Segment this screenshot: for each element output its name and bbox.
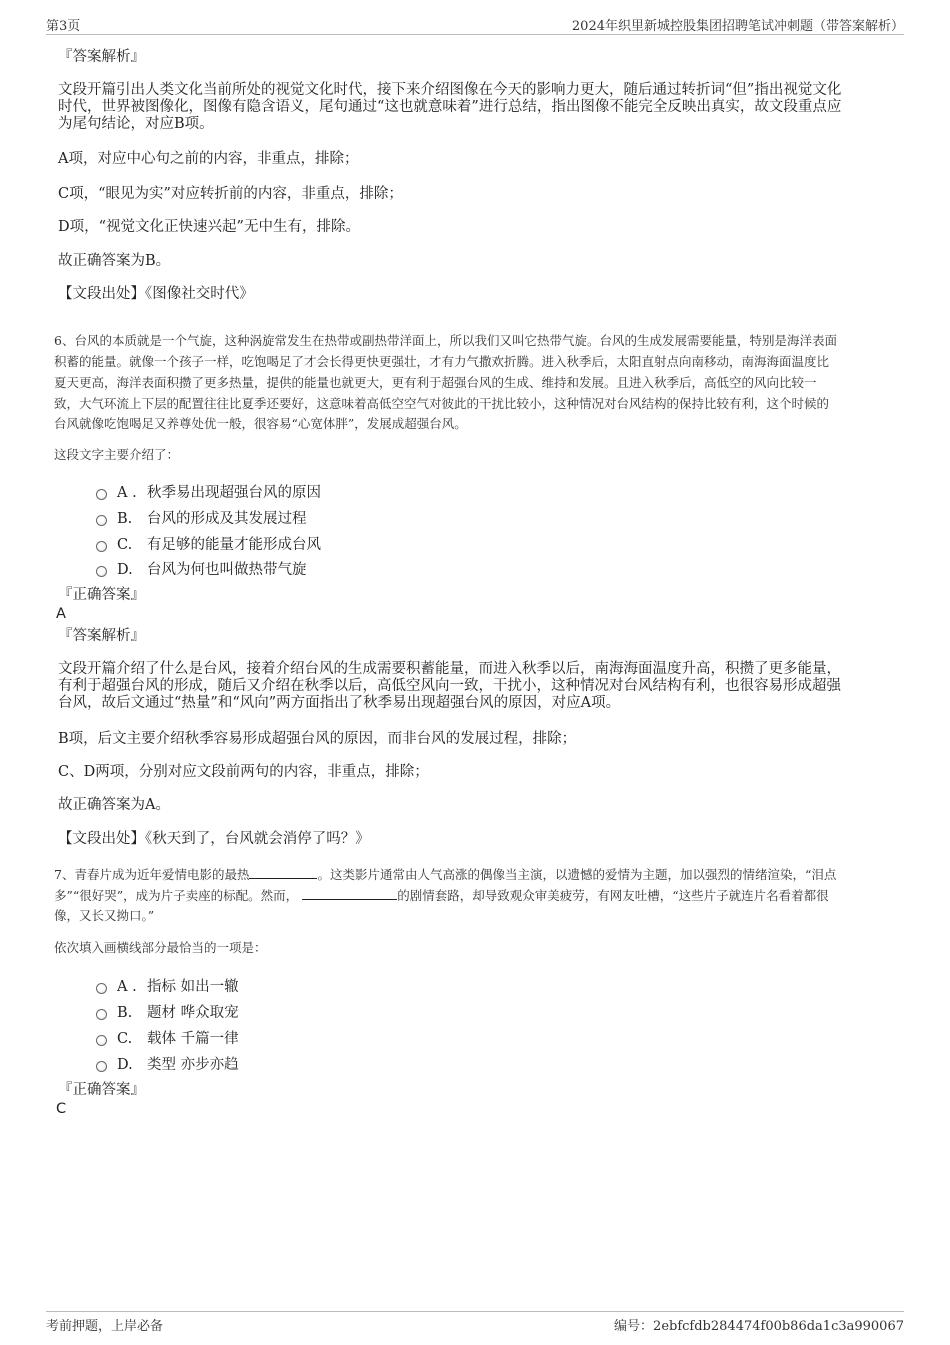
option-text: 载体 千篇一律 [147, 1031, 239, 1047]
fill-blank-2 [302, 887, 397, 900]
document-id: 编号：2ebfcfdb284474f00b86da1c3a990067 [614, 1319, 904, 1334]
q5-note-c: C项，“眼见为实”对应转折前的内容，非重点，排除； [58, 186, 403, 202]
option-text: 题材 哗众取宠 [147, 1005, 239, 1021]
option-text: 有足够的能量才能形成台风 [147, 537, 321, 553]
q7-option-c[interactable]: C. 载体 千篇一律 [96, 1027, 239, 1047]
q7-stem-line-1: 7、青春片成为近年爱情电影的最热 。这类影片通常由人气高涨的偶像当主演，以遗憾的爱情为主题，加以强烈的情绪渲染，“泪点 [54, 867, 837, 882]
radio-icon[interactable] [96, 489, 107, 500]
radio-icon[interactable] [96, 1061, 107, 1072]
radio-icon[interactable] [96, 541, 107, 552]
q6-answer-tag: 『正确答案』 [58, 587, 145, 603]
q5-analysis-line: 文段开篇引出人类文化当前所处的视觉文化时代，接下来介绍图像在今天的影响力更大，随后通过转折词“但”指出视觉文化 [58, 82, 842, 98]
option-text: 类型 亦步亦趋 [147, 1057, 239, 1073]
q6-stem-line: 积蓄的能量。就像一个孩子一样，吃饱喝足了才会长得更快更强壮，才有力气撒欢折腾。进入秋季后，太阳直射点向南移动，南海海面温度比 [54, 354, 830, 369]
q6-note-b: B项，后文主要介绍秋季容易形成超强台风的原因，而非台风的发展过程，排除； [58, 731, 577, 747]
q5-analysis-line: 为尾句结论，对应B项。 [58, 116, 214, 132]
q6-source: 【文段出处】《秋天到了，台风就会消停了吗？》 [58, 831, 370, 847]
q6-analysis-line: 有利于超强台风的形成，随后又介绍在秋季以后，高低空风向一致，干扰小，这种情况对台风结构有利，也很容易形成超强 [58, 678, 841, 694]
q6-prompt: 这段文字主要介绍了： [54, 447, 180, 462]
q5-analysis-line: 时代，世界被图像化，图像有隐含语义，尾句通过“这也就意味着”进行总结，指出图像不能完全反映出真实，故文段重点应 [58, 99, 842, 115]
q5-analysis-tag: 『答案解析』 [58, 49, 145, 65]
q6-stem-line: 致，大气环流上下层的配置往往比夏季还要好，这意味着高低空空气对彼此的干扰比较小，这种情况对台风结构的保持比较有利，这个时候的 [54, 396, 830, 411]
q6-conclusion: 故正确答案为A。 [58, 797, 170, 813]
q7-option-b[interactable]: B. 题材 哗众取宠 [96, 1001, 239, 1021]
option-text: 台风的形成及其发展过程 [147, 511, 307, 527]
q5-note-d: D项，“视觉文化正快速兴起”无中生有，排除。 [58, 219, 360, 235]
q6-analysis-tag: 『答案解析』 [58, 628, 145, 644]
footer-slogan: 考前押题，上岸必备 [46, 1319, 164, 1334]
q7-option-a[interactable]: A . 指标 如出一辙 [96, 975, 239, 995]
radio-icon[interactable] [96, 515, 107, 526]
radio-icon[interactable] [96, 983, 107, 994]
q7-option-d[interactable]: D. 类型 亦步亦趋 [96, 1053, 239, 1073]
fill-blank-1 [249, 866, 317, 879]
q6-stem-line: 夏天更高，海洋表面积攒了更多热量，提供的能量也就更大，更有利于超强台风的生成、维持和发展。且进入秋季后，高低空的风向比较一 [54, 375, 817, 390]
option-text: 秋季易出现超强台风的原因 [147, 485, 321, 501]
q7-answer: C [56, 1101, 67, 1117]
radio-icon[interactable] [96, 1009, 107, 1020]
q6-analysis-line: 台风，故后文通过“热量”和“风向”两方面指出了秋季易出现超强台风的原因，对应A项。 [58, 695, 621, 711]
page-number: 第3页 [46, 19, 81, 34]
q7-stem-line-2: 多”“很好哭”，成为片子卖座的标配。然而， 的剧情套路，却导致观众审美疲劳，有网友吐槽，“这些片子就连片名看着都很 [54, 888, 829, 903]
document-title: 2024年织里新城控股集团招聘笔试冲刺题（带答案解析） [571, 19, 904, 34]
q5-note-a: A项，对应中心句之前的内容，非重点，排除； [58, 151, 359, 167]
q6-option-c[interactable]: C. 有足够的能量才能形成台风 [96, 533, 321, 553]
q6-analysis-line: 文段开篇介绍了什么是台风，接着介绍台风的生成需要积蓄能量，而进入秋季以后，南海海面温度升高，积攒了更多能量， [58, 661, 841, 677]
page-footer [46, 1311, 904, 1334]
q5-conclusion: 故正确答案为B。 [58, 253, 171, 269]
q6-stem-line: 6、台风的本质就是一个气旋，这种涡旋常发生在热带或副热带洋面上，所以我们又叫它热带气旋。台风的生成发展需要能量，特别是海洋表面 [54, 333, 837, 348]
q7-prompt: 依次填入画横线部分最恰当的一项是： [54, 940, 267, 955]
q7-stem-line-3: 像，又长又拗口。” [54, 908, 155, 923]
page-header [46, 14, 904, 35]
q5-source: 【文段出处】《图像社交时代》 [58, 286, 254, 302]
option-text: 台风为何也叫做热带气旋 [147, 562, 307, 578]
q6-stem-line: 台风就像吃饱喝足又养尊处优一般，很容易“心宽体胖”，发展成超强台风。 [54, 416, 467, 431]
q7-answer-tag: 『正确答案』 [58, 1082, 145, 1098]
option-text: 指标 如出一辙 [147, 979, 239, 995]
q6-option-b[interactable]: B. 台风的形成及其发展过程 [96, 507, 307, 527]
q6-answer: A [56, 606, 66, 622]
radio-icon[interactable] [96, 1035, 107, 1046]
radio-icon[interactable] [96, 566, 107, 577]
q6-option-a[interactable]: A . 秋季易出现超强台风的原因 [96, 481, 321, 501]
q6-option-d[interactable]: D. 台风为何也叫做热带气旋 [96, 558, 307, 578]
q6-note-cd: C、D两项，分别对应文段前两句的内容，非重点，排除； [58, 764, 429, 780]
